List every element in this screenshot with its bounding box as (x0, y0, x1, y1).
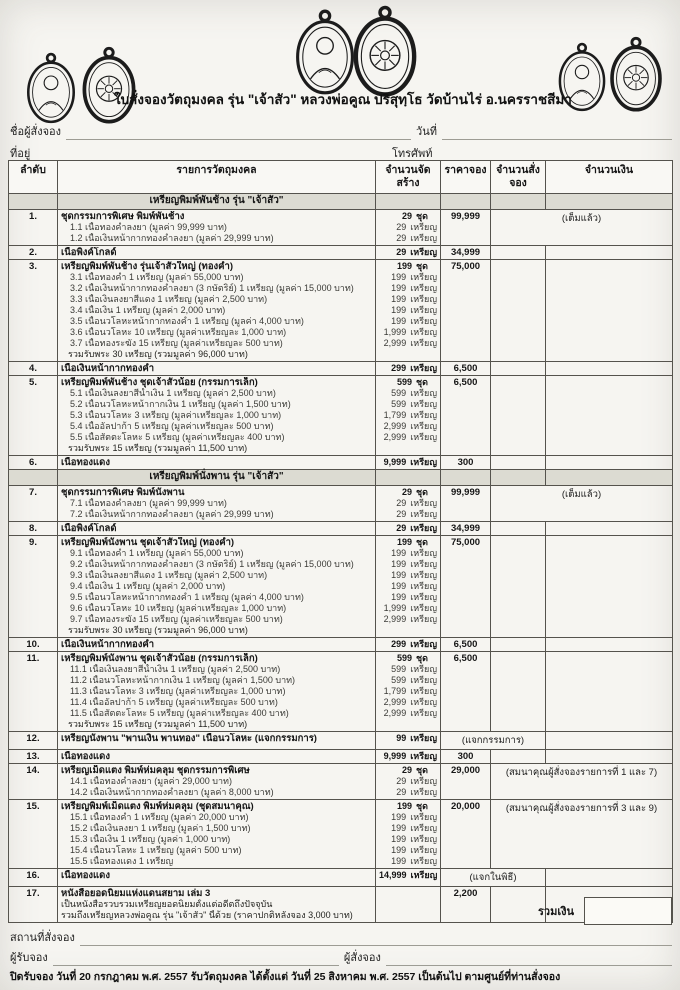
orderer-label: ผู้สั่งจอง (343, 952, 381, 964)
amount-cell (546, 732, 673, 750)
made-qty-cell (376, 456, 441, 470)
item-title: เหรียญพิมพ์พันช้าง รุ่นเจ้าสัวใหญ่ (ทองคำ) (61, 261, 234, 272)
row-number: 9. (9, 536, 58, 638)
made-qty-line: 29 เหรียญ (396, 776, 437, 786)
price-cell: 6,500 (441, 362, 491, 376)
made-qty-line: 199 เหรียญ (391, 592, 437, 602)
made-qty-line: 14,999 เหรียญ (379, 870, 437, 880)
order-qty-cell (491, 260, 546, 362)
item-sub-line: 9.5 เนื้อนวโลหะหน้ากากทองคำ 1 เหรียญ (มูลค่า 4,000 บาท) (70, 592, 304, 602)
made-qty-line: 199 เหรียญ (391, 823, 437, 833)
item-row (9, 260, 673, 362)
item-row (9, 869, 673, 887)
order-qty-cell (491, 638, 546, 652)
made-qty-line: 29 เหรียญ (396, 498, 437, 508)
name-date-row (10, 122, 672, 140)
signature-row (10, 948, 672, 966)
item-title: เนื้อพิงค์โกลด์ (61, 247, 117, 258)
item-sub-line: 7.1 เนื้อทองคำลงยา (มูลค่า 99,999 บาท) (70, 498, 227, 508)
made-qty-line: 199 เหรียญ (391, 294, 437, 304)
item-sub-line: 9.7 เนื้อทองระฆัง 15 เหรียญ (มูลค่าเหรียญละ 500 บาท) (70, 614, 283, 624)
row-number: 6. (9, 456, 58, 470)
total-row (8, 897, 672, 925)
note-cell: (เต็มแล้ว) (491, 210, 673, 246)
made-qty-cell (376, 362, 441, 376)
row-number: 14. (9, 764, 58, 800)
item-title: เหรียญเม็ดแตง พิมพ์ห่มคลุม ชุดกรรมการพิเศษ (61, 765, 250, 776)
price-cell: 300 (441, 456, 491, 470)
made-qty-line: 29 ชุด (401, 487, 428, 497)
item-title: เหรียญนั่งพาน "พานเงิน พานทอง" เนื้อนวโลหะ (แจกกรรมการ) (61, 733, 317, 744)
made-qty-line: 2,999 เหรียญ (383, 338, 437, 348)
made-qty-line: 199 เหรียญ (391, 305, 437, 315)
phone-label: โทรศัพท์ (391, 148, 433, 160)
made-qty-line: 29 เหรียญ (396, 509, 437, 519)
made-qty-cell (376, 638, 441, 652)
item-sub-line: 9.3 เนื้อเงินลงยาสีแดง 1 เหรียญ (มูลค่า 2,500 บาท) (70, 570, 268, 580)
orderer-name-line (66, 126, 411, 140)
note-cell: (แจกกรรมการ) (441, 732, 546, 750)
item-cell (58, 486, 376, 522)
item-title: เนื้อทองแดง (61, 870, 110, 881)
item-sub-line: 5.1 เนื้อเงินลงยาสีน้ำเงิน 1 เหรียญ (มูลค่า 2,500 บาท) (70, 388, 276, 398)
made-qty-cell (376, 246, 441, 260)
made-qty-cell (376, 800, 441, 869)
made-qty-cell (376, 522, 441, 536)
item-title: เหรียญพิมพ์เม็ดแตง พิมพ์ห่มคลุม (ชุดสมนาคุณ) (61, 801, 254, 812)
order-place-line (80, 932, 672, 946)
made-qty-line: 1,999 เหรียญ (383, 327, 437, 337)
amount-cell (546, 246, 673, 260)
table-header-row (9, 161, 673, 194)
item-row (9, 800, 673, 869)
made-qty-line: 199 เหรียญ (391, 845, 437, 855)
total-label: รวมเงิน (538, 906, 574, 918)
made-qty-line: 199 เหรียญ (391, 283, 437, 293)
price-cell: 300 (441, 750, 491, 764)
amount-cell (546, 362, 673, 376)
amount-cell (546, 869, 673, 887)
item-cell (58, 210, 376, 246)
col-header-made-qty: จำนวนจัดสร้าง (376, 161, 441, 194)
made-qty-line: 199 เหรียญ (391, 812, 437, 822)
item-extra-line: รวมถึงเหรียญหลวงพ่อคูณ รุ่น "เจ้าสัว" นี้ด้วย (ราคาปกติหลังจอง 3,000 บาท) (61, 910, 353, 920)
item-row (9, 732, 673, 750)
price-cell: 99,999 (441, 210, 491, 246)
order-table (8, 160, 673, 923)
made-qty-cell (376, 486, 441, 522)
made-qty-cell (376, 536, 441, 638)
made-qty-line: 9,999 เหรียญ (383, 457, 437, 467)
item-sub-line: 3.7 เนื้อทองระฆัง 15 เหรียญ (มูลค่าเหรียญละ 500 บาท) (70, 338, 283, 348)
item-cell (58, 376, 376, 456)
row-number: 1. (9, 210, 58, 246)
col-header-item: รายการวัตถุมงคล (58, 161, 376, 194)
item-sub-line: 3.5 เนื้อนวโลหะหน้ากากทองคำ 1 เหรียญ (มูลค่า 4,000 บาท) (70, 316, 304, 326)
made-qty-line: 199 ชุด (396, 801, 428, 811)
made-qty-line: 1,799 เหรียญ (383, 686, 437, 696)
made-qty-line: 29 ชุด (401, 211, 428, 221)
item-sub-line: 3.1 เนื้อทองคำ 1 เหรียญ (มูลค่า 55,000 บาท) (70, 272, 244, 282)
item-title: เนื้อทองแดง (61, 457, 110, 468)
page-title: ใบสั่งจองวัตถุมงคล รุ่น "เจ้าสัว" หลวงพ่อคูณ ปริสุทฺโธ วัดบ้านไร่ อ.นครราชสีมา (114, 92, 572, 107)
note-cell: (เต็มแล้ว) (491, 486, 673, 522)
order-qty-cell (491, 456, 546, 470)
price-cell: 6,500 (441, 638, 491, 652)
item-row (9, 456, 673, 470)
item-sub-line: 14.2 เนื้อเงินหน้ากากทองคำลงยา (มูลค่า 8,000 บาท) (70, 787, 274, 797)
item-cell (58, 522, 376, 536)
row-number: 7. (9, 486, 58, 522)
item-sub-line: 11.3 เนื้อนวโลหะ 3 เหรียญ (มูลค่าเหรียญละ 1,000 บาท) (70, 686, 286, 696)
row-number: 3. (9, 260, 58, 362)
item-sub-line: 5.5 เนื้อสัตตะโลหะ 5 เหรียญ (มูลค่าเหรียญละ 400 บาท) (70, 432, 285, 442)
made-qty-line: 199 เหรียญ (391, 272, 437, 282)
yant-amulet-medal-icon (352, 4, 418, 98)
item-sub-line: 1.2 เนื้อเงินหน้ากากทองคำลงยา (มูลค่า 29,999 บาท) (70, 233, 274, 243)
item-row (9, 638, 673, 652)
item-cell (58, 732, 376, 750)
item-sub-line: 7.2 เนื้อเงินหน้ากากทองคำลงยา (มูลค่า 29,999 บาท) (70, 509, 274, 519)
row-number: 12. (9, 732, 58, 750)
item-title: ชุดกรรมการพิเศษ พิมพ์นั่งพาน (61, 487, 185, 498)
col-header-amount: จำนวนเงิน (546, 161, 673, 194)
price-cell: 20,000 (441, 800, 491, 869)
item-summary-line: รวมรับพระ 30 เหรียญ (รวมมูลค่า 96,000 บาท) (68, 349, 248, 359)
item-title: ชุดกรรมการพิเศษ พิมพ์พันช้าง (61, 211, 185, 222)
item-sub-line: 11.4 เนื้ออัลปาก้า 5 เหรียญ (มูลค่าเหรียญละ 500 บาท) (70, 697, 278, 707)
made-qty-line: 1,999 เหรียญ (383, 603, 437, 613)
made-qty-line: 29 เหรียญ (396, 222, 437, 232)
yant-amulet-medal-icon (80, 46, 138, 124)
row-number: 8. (9, 522, 58, 536)
amount-cell (546, 750, 673, 764)
section-header-row (9, 194, 673, 210)
order-place-label: สถานที่สั่งจอง (10, 932, 75, 944)
made-qty-line: 199 ชุด (396, 261, 428, 271)
item-sub-line: 3.2 เนื้อเงินหน้ากากทองคำลงยา (3 กษัตริย์) 1 เหรียญ (มูลค่า 15,000 บาท) (70, 283, 354, 293)
item-cell (58, 764, 376, 800)
col-header-price: ราคาจอง (441, 161, 491, 194)
amount-cell (546, 260, 673, 362)
price-cell: 29,000 (441, 764, 491, 800)
item-title: เนื้อเงินหน้ากากทองคำ (61, 363, 155, 374)
note-cell: (สมนาคุณผู้สั่งจองรายการที่ 1 และ 7) (491, 764, 673, 800)
made-qty-line: 199 เหรียญ (391, 856, 437, 866)
item-row (9, 536, 673, 638)
item-row (9, 522, 673, 536)
item-row (9, 376, 673, 456)
made-qty-line: 599 เหรียญ (391, 664, 437, 674)
col-header-no: ลำดับ (9, 161, 58, 194)
made-qty-cell (376, 376, 441, 456)
item-sub-line: 1.1 เนื้อทองคำลงยา (มูลค่า 99,999 บาท) (70, 222, 227, 232)
closing-note: ปิดรับจอง วันที่ 20 กรกฎาคม พ.ศ. 2557 รับวัตถุมงคล ได้ตั้งแต่ วันที่ 25 สิงหาคม พ.ศ. 2557 เป็นต้นไป ตามศูนย์ที่ท่านสั่งจอง (10, 971, 561, 983)
item-sub-line: 15.1 เนื้อทองคำ 1 เหรียญ (มูลค่า 20,000 บาท) (70, 812, 249, 822)
item-sub-line: 11.2 เนื้อนวโลหะหน้ากากเงิน 1 เหรียญ (มูลค่า 1,500 บาท) (70, 675, 296, 685)
item-sub-line: 15.2 เนื้อเงินลงยา 1 เหรียญ (มูลค่า 1,500 บาท) (70, 823, 251, 833)
item-extra-line: เป็นหนังสือรวบรวมเหรียญยอดนิยมตั้งแต่อดีตถึงปัจจุบัน (61, 899, 273, 909)
made-qty-line: 599 เหรียญ (391, 399, 437, 409)
order-qty-cell (491, 536, 546, 638)
item-sub-line: 3.4 เนื้อเงิน 1 เหรียญ (มูลค่า 2,000 บาท) (70, 305, 226, 315)
made-qty-line: 2,999 เหรียญ (383, 421, 437, 431)
made-qty-line: 199 เหรียญ (391, 559, 437, 569)
made-qty-line: 199 ชุด (396, 537, 428, 547)
item-sub-line: 11.5 เนื้อสัตตะโลหะ 5 เหรียญ (มูลค่าเหรียญละ 400 บาท) (70, 708, 289, 718)
col-header-order-qty: จำนวนสั่งจอง (491, 161, 546, 194)
made-qty-line: 29 เหรียญ (396, 523, 437, 533)
made-qty-cell (376, 210, 441, 246)
item-title: หนังสือยอดนิยมแห่งแดนสยาม เล่ม 3 (61, 888, 211, 899)
row-number: 2. (9, 246, 58, 260)
item-cell (58, 638, 376, 652)
order-place-row (10, 928, 672, 946)
amount-cell (546, 638, 673, 652)
price-cell: 34,999 (441, 246, 491, 260)
section-header-row (9, 470, 673, 486)
item-cell (58, 362, 376, 376)
item-summary-line: รวมรับพระ 15 เหรียญ (รวมมูลค่า 11,500 บาท) (68, 719, 248, 729)
made-qty-line: 1,799 เหรียญ (383, 410, 437, 420)
made-qty-cell (376, 869, 441, 887)
monk-amulet-medal-icon (294, 8, 356, 96)
amount-cell (546, 652, 673, 732)
item-row (9, 764, 673, 800)
item-title: เนื้อเงินหน้ากากทองคำ (61, 639, 155, 650)
item-summary-line: รวมรับพระ 30 เหรียญ (รวมมูลค่า 96,000 บาท) (68, 625, 248, 635)
row-number: 11. (9, 652, 58, 732)
order-qty-cell (491, 750, 546, 764)
made-qty-line: 2,999 เหรียญ (383, 697, 437, 707)
made-qty-line: 199 เหรียญ (391, 316, 437, 326)
item-sub-line: 9.6 เนื้อนวโลหะ 10 เหรียญ (มูลค่าเหรียญละ 1,000 บาท) (70, 603, 287, 613)
amount-cell (546, 376, 673, 456)
made-qty-line: 299 เหรียญ (391, 363, 437, 373)
item-cell (58, 246, 376, 260)
item-title: เนื้อพิงค์โกลด์ (61, 523, 117, 534)
item-sub-line: 15.3 เนื้อเงิน 1 เหรียญ (มูลค่า 1,000 บาท) (70, 834, 231, 844)
date-label: วันที่ (416, 126, 437, 138)
made-qty-cell (376, 764, 441, 800)
price-cell: 6,500 (441, 376, 491, 456)
item-row (9, 362, 673, 376)
item-sub-line: 11.1 เนื้อเงินลงยาสีน้ำเงิน 1 เหรียญ (มูลค่า 2,500 บาท) (70, 664, 281, 674)
made-qty-line: 599 ชุด (396, 653, 428, 663)
amount-cell (546, 536, 673, 638)
item-cell (58, 750, 376, 764)
order-qty-cell (491, 652, 546, 732)
item-row (9, 210, 673, 246)
item-summary-line: รวมรับพระ 15 เหรียญ (รวมมูลค่า 11,500 บาท) (68, 443, 248, 453)
item-cell (58, 869, 376, 887)
item-row (9, 246, 673, 260)
item-row (9, 750, 673, 764)
row-number: 4. (9, 362, 58, 376)
made-qty-cell (376, 750, 441, 764)
item-sub-line: 5.2 เนื้อนวโลหะหน้ากากเงิน 1 เหรียญ (มูลค่า 1,500 บาท) (70, 399, 291, 409)
item-sub-line: 5.4 เนื้ออัลปาก้า 5 เหรียญ (มูลค่าเหรียญละ 500 บาท) (70, 421, 274, 431)
amount-cell (546, 456, 673, 470)
item-row (9, 652, 673, 732)
made-qty-line: 2,999 เหรียญ (383, 432, 437, 442)
amount-cell (546, 522, 673, 536)
address-label: ที่อยู่ (10, 148, 31, 160)
item-sub-line: 9.1 เนื้อทองคำ 1 เหรียญ (มูลค่า 55,000 บาท) (70, 548, 244, 558)
made-qty-line: 199 เหรียญ (391, 570, 437, 580)
item-cell (58, 260, 376, 362)
item-sub-line: 3.3 เนื้อเงินลงยาสีแดง 1 เหรียญ (มูลค่า 2,500 บาท) (70, 294, 268, 304)
made-qty-line: 299 เหรียญ (391, 639, 437, 649)
price-cell: 6,500 (441, 652, 491, 732)
made-qty-cell (376, 652, 441, 732)
made-qty-cell (376, 732, 441, 750)
section-title: เหรียญพิมพ์พันช้าง รุ่น "เจ้าสัว" (58, 194, 376, 210)
item-cell (58, 456, 376, 470)
receiver-signature-line (53, 952, 339, 966)
price-cell: 75,000 (441, 536, 491, 638)
row-number: 13. (9, 750, 58, 764)
made-qty-line: 29 ชุด (401, 765, 428, 775)
item-sub-line: 15.5 เนื้อทองแดง 1 เหรียญ (70, 856, 174, 866)
made-qty-line: 599 ชุด (396, 377, 428, 387)
made-qty-line: 2,999 เหรียญ (383, 614, 437, 624)
made-qty-line: 29 เหรียญ (396, 787, 437, 797)
item-title: เหรียญพิมพ์พันช้าง ชุดเจ้าสัวน้อย (กรรมการเล็ก) (61, 377, 258, 388)
item-title: เหรียญพิมพ์นั่งพาน ชุดเจ้าสัวใหญ่ (ทองคำ) (61, 537, 235, 548)
item-row (9, 486, 673, 522)
item-cell (58, 800, 376, 869)
row-number: 15. (9, 800, 58, 869)
row-number: 5. (9, 376, 58, 456)
item-sub-line: 9.2 เนื้อเงินหน้ากากทองคำลงยา (3 กษัตริย์) 1 เหรียญ (มูลค่า 15,000 บาท) (70, 559, 354, 569)
item-title: เหรียญพิมพ์นั่งพาน ชุดเจ้าสัวน้อย (กรรมการเล็ก) (61, 653, 258, 664)
made-qty-line: 199 เหรียญ (391, 548, 437, 558)
section-title: เหรียญพิมพ์นั่งพาน รุ่น "เจ้าสัว" (58, 470, 376, 486)
item-cell (58, 536, 376, 638)
item-title: เนื้อทองแดง (61, 751, 110, 762)
made-qty-line: 599 เหรียญ (391, 675, 437, 685)
price-cell: 99,999 (441, 486, 491, 522)
made-qty-line: 9,999 เหรียญ (383, 751, 437, 761)
made-qty-line: 2,999 เหรียญ (383, 708, 437, 718)
made-qty-line: 599 เหรียญ (391, 388, 437, 398)
row-number: 17. (9, 887, 58, 923)
total-amount-box (584, 897, 672, 925)
item-sub-line: 9.4 เนื้อเงิน 1 เหรียญ (มูลค่า 2,000 บาท) (70, 581, 226, 591)
made-qty-line: 29 เหรียญ (396, 233, 437, 243)
price-cell: 2,200 (441, 887, 491, 923)
price-cell: 75,000 (441, 260, 491, 362)
order-qty-cell (491, 362, 546, 376)
made-qty-line: 29 เหรียญ (396, 247, 437, 257)
yant-amulet-medal-icon (608, 36, 664, 112)
item-sub-line: 5.3 เนื้อนวโลหะ 3 เหรียญ (มูลค่าเหรียญละ 1,000 บาท) (70, 410, 282, 420)
item-sub-line: 15.4 เนื้อนวโลหะ 1 เหรียญ (มูลค่า 500 บาท) (70, 845, 242, 855)
made-qty-cell (376, 260, 441, 362)
made-qty-line: 199 เหรียญ (391, 834, 437, 844)
order-qty-cell (491, 522, 546, 536)
made-qty-line: 199 เหรียญ (391, 581, 437, 591)
price-cell: 34,999 (441, 522, 491, 536)
row-number: 16. (9, 869, 58, 887)
row-number: 10. (9, 638, 58, 652)
note-cell: (สมนาคุณผู้สั่งจองรายการที่ 3 และ 9) (491, 800, 673, 869)
receiver-label: ผู้รับจอง (10, 952, 48, 964)
order-qty-cell (491, 246, 546, 260)
monk-amulet-medal-icon (24, 52, 78, 124)
item-cell (58, 652, 376, 732)
orderer-signature-line (386, 952, 672, 966)
date-line (442, 126, 672, 140)
item-sub-line: 14.1 เนื้อทองคำลงยา (มูลค่า 29,000 บาท) (70, 776, 232, 786)
orderer-name-label: ชื่อผู้สั่งจอง (10, 126, 62, 138)
order-qty-cell (491, 376, 546, 456)
item-sub-line: 3.6 เนื้อนวโลหะ 10 เหรียญ (มูลค่าเหรียญละ 1,000 บาท) (70, 327, 287, 337)
note-cell: (แจกในพิธี) (441, 869, 546, 887)
made-qty-line: 99 เหรียญ (396, 733, 437, 743)
